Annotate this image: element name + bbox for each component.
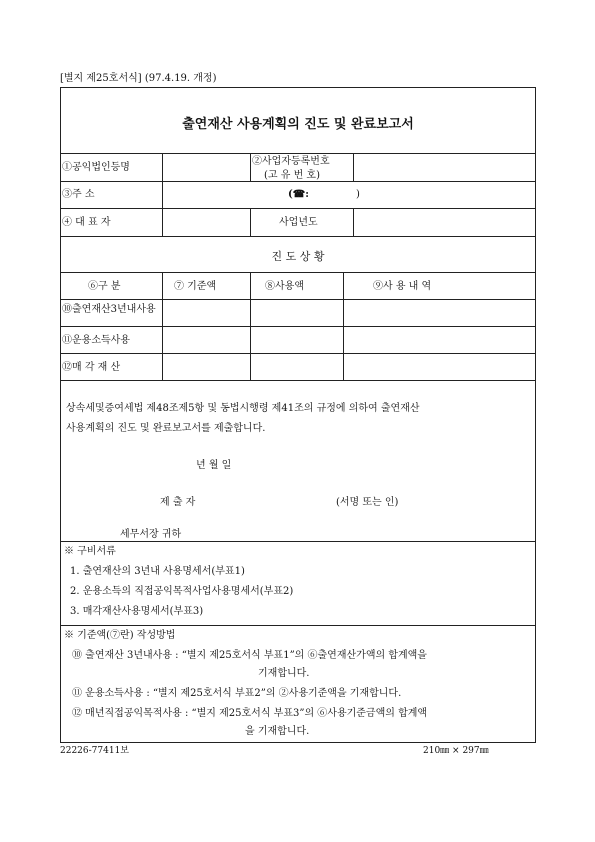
submitter-label: 제 출 자 [160, 497, 196, 508]
rule [250, 208, 251, 236]
form-code: 22226-77411보 [60, 746, 129, 756]
biz-no-label [250, 153, 353, 181]
phone-suffix: ) [356, 189, 360, 200]
signature-label: (서명 또는 인) [336, 497, 399, 508]
rule [60, 541, 536, 542]
rule [250, 272, 251, 380]
attachment-item: 2. 운용소득의 직접공익목적사업사용명세서(부표2) [70, 586, 294, 597]
rule [60, 272, 536, 273]
method-item1-line1: ⑩ 출연재산 3년내사용 : “별지 제25호서식 부표1”의 ⑥출연재산가액의 합계액을 [72, 650, 427, 661]
method-item3-line2: 을 기재합니다. [245, 726, 310, 737]
col-category: ⑥구 분 [88, 281, 121, 292]
form-number-note: [별지 제25호서식] (97.4.19. 개정) [60, 73, 217, 84]
attachments-heading: ※ 구비서류 [64, 546, 116, 557]
attachment-item: 3. 매각재산사용명세서(부표3) [70, 606, 204, 617]
recipient-label: 세무서장 귀하 [120, 529, 182, 540]
rule [60, 353, 536, 354]
corp-name-label: ①공익법인등명 [62, 162, 130, 173]
biz-no-label-line2: (고 유 번 호) [264, 170, 320, 181]
progress-heading: 진 도 상 황 [271, 250, 325, 263]
rule [353, 153, 354, 181]
form-frame [60, 87, 536, 743]
rule [60, 208, 536, 209]
address-label: ③주 소 [62, 189, 95, 200]
col-used-amount: ⑧사용액 [265, 281, 304, 292]
rule [343, 272, 344, 380]
rule [353, 208, 354, 236]
method-item2: ⑪ 운용소득사용 : “별지 제25호서식 부표2”의 ②사용기준액을 기재합니다. [72, 688, 402, 699]
col-standard-amount: ⑦ 기준액 [174, 281, 217, 292]
attachment-item: 1. 출연재산의 3년내 사용명세서(부표1) [70, 566, 245, 577]
declaration-line2: 사용계획의 진도 및 완료보고서를 제출합니다. [66, 423, 266, 434]
biz-no-label-line1: ②사업자등록번호 [252, 156, 330, 167]
recipient-cell [61, 520, 461, 540]
row-label: ⑪운용소득사용 [62, 335, 130, 346]
rule [60, 181, 536, 182]
col-usage-detail: ⑨사 용 내 역 [373, 281, 432, 292]
representative-label: ④ 대 표 자 [62, 217, 111, 228]
business-year-label: 사업년도 [279, 217, 318, 228]
row-label: ⑫매 각 재 산 [62, 362, 121, 373]
row-label: ⑩출연재산3년내사용 [62, 304, 156, 315]
row-label-cell [61, 300, 161, 325]
rule [162, 272, 163, 380]
rule [60, 326, 536, 327]
submission-date: 년 월 일 [196, 460, 232, 471]
rule [162, 153, 163, 236]
method-item1-line2: 기재합니다. [258, 668, 310, 679]
form-title: 출연재산 사용계획의 진도 및 완료보고서 [182, 117, 414, 132]
method-item3-line1: ⑫ 매년직접공익목적사용 : “별지 제25호서식 부표3”의 ⑥사용기준금액의 합계액 [72, 708, 428, 719]
phone-prefix: (☎: [288, 189, 309, 200]
rule [60, 625, 536, 626]
method-heading: ※ 기준액(⑦란) 작성방법 [64, 630, 176, 641]
paper-size: 210㎜ × 297㎜ [423, 746, 489, 756]
rule [60, 380, 536, 381]
declaration-line1: 상속세및증여세법 제48조제5항 및 동법시행령 제41조의 규정에 의하여 출연재산 [66, 403, 420, 414]
rule [60, 236, 536, 237]
